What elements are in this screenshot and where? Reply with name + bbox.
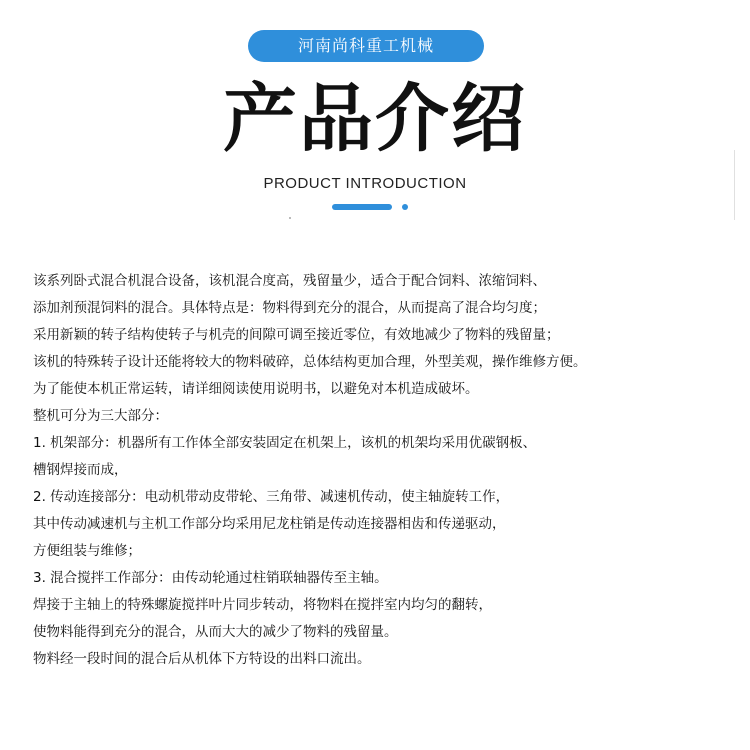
description-line: 为了能使本机正常运转，请详细阅读使用说明书，以避免对本机造成破坏。 [33, 381, 479, 397]
description-line: 焊接于主轴上的特殊螺旋搅拌叶片同步转动，将物料在搅拌室内均匀的翻转， [33, 597, 492, 613]
page-title: 产品介绍 [223, 76, 527, 162]
page-subtitle: PRODUCT INTRODUCTION [263, 175, 467, 192]
description-line: 其中传动减速机与主机工作部分均采用尼龙柱销是传动连接器相齿和传递驱动， [33, 516, 506, 532]
description-line: 该机的特殊转子设计还能将较大的物料破碎，总体结构更加合理，外型美观，操作维修方便。 [33, 354, 587, 370]
description-line: 槽钢焊接而成， [33, 462, 128, 478]
description-line: 采用新颖的转子结构使转子与机壳的间隙可调至接近零位，有效地减少了物料的残留量； [33, 327, 560, 343]
decorative-underline-dot [402, 204, 408, 210]
decorative-underline-bar [332, 204, 392, 210]
description-line: 物料经一段时间的混合后从机体下方特设的出料口流出。 [33, 651, 371, 667]
description-line: 方便组装与维修； [33, 543, 141, 559]
decorative-speck [289, 217, 291, 219]
divider-line [734, 150, 735, 220]
description-line: 添加剂预混饲料的混合。具体特点是：物料得到充分的混合，从而提高了混合均匀度； [33, 300, 546, 316]
description-line: 1. 机架部分：机器所有工作体全部安装固定在机架上，该机的机架均采用优碳钢板、 [33, 435, 537, 451]
description-line: 2. 传动连接部分：电动机带动皮带轮、三角带、减速机传动，使主轴旋转工作， [33, 489, 510, 505]
product-description [33, 268, 743, 673]
company-badge: 河南尚科重工机械 [248, 30, 484, 62]
description-line: 整机可分为三大部分： [33, 408, 168, 424]
description-line: 该系列卧式混合机混合设备，该机混合度高，残留量少，适合于配合饲料、浓缩饲料、 [33, 273, 546, 289]
description-line: 3. 混合搅拌工作部分：由传动轮通过柱销联轴器传至主轴。 [33, 570, 388, 586]
description-line: 使物料能得到充分的混合，从而大大的减少了物料的残留量。 [33, 624, 398, 640]
